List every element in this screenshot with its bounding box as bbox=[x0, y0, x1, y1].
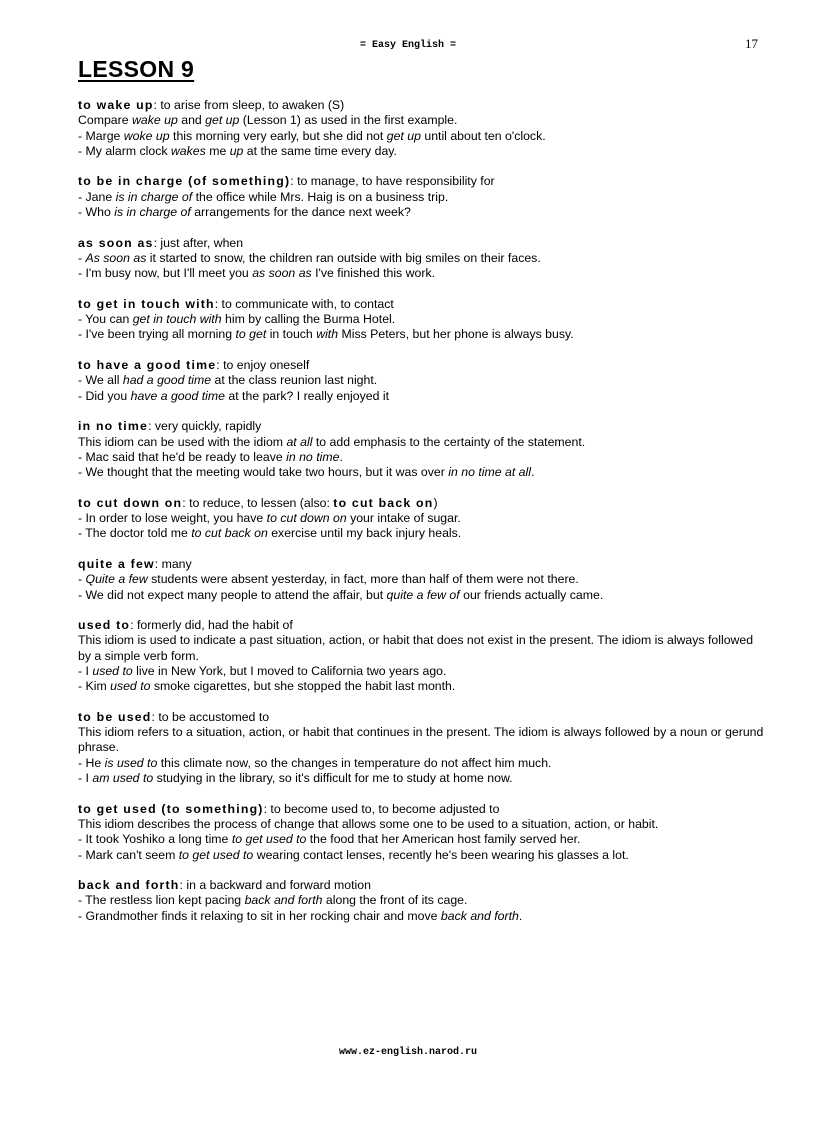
text-segment: - We did not expect many people to attend the affair, but bbox=[78, 587, 387, 602]
idiom-explanation bbox=[78, 725, 768, 756]
text-segment: - Kim bbox=[78, 679, 111, 694]
idiom-highlight: woke up bbox=[123, 128, 170, 143]
idiom-heading bbox=[78, 98, 768, 113]
idiom-highlight: back and forth bbox=[440, 908, 519, 923]
idiom-highlight: have a good time bbox=[130, 388, 225, 403]
idiom-example bbox=[78, 205, 768, 220]
idiom-example bbox=[78, 129, 768, 144]
idiom-highlight: used to bbox=[110, 679, 151, 694]
idiom-heading bbox=[78, 618, 768, 633]
text-segment: - My alarm clock bbox=[78, 143, 171, 158]
idiom-entry bbox=[78, 618, 768, 694]
idiom-highlight: to get used to bbox=[178, 847, 254, 862]
idiom-heading bbox=[78, 557, 768, 572]
text-segment: studying in the library, so it's difficult for me to study at home now. bbox=[153, 771, 513, 786]
idiom-definition: : to manage, to have responsibility for bbox=[290, 174, 495, 189]
idiom-highlight: in no time bbox=[286, 449, 340, 464]
idiom-heading bbox=[78, 496, 768, 511]
text-segment: - I bbox=[78, 663, 93, 678]
text-segment: the food that her American host family served her. bbox=[306, 832, 581, 847]
text-segment: - We thought that the meeting would take two hours, but it was over bbox=[78, 465, 449, 480]
idiom-definition: : to be accustomed to bbox=[151, 709, 270, 724]
text-segment: your intake of sugar. bbox=[346, 511, 461, 526]
idiom-highlight: in no time at all bbox=[448, 465, 531, 480]
text-segment: live in New York, but I moved to California two years ago. bbox=[132, 663, 447, 678]
idiom-term: to get in touch with bbox=[78, 296, 215, 311]
idiom-highlight: with bbox=[316, 327, 339, 342]
footer-url: www.ez-english.narod.ru bbox=[338, 1047, 478, 1058]
text-segment: Miss Peters, but her phone is always busy. bbox=[338, 327, 574, 342]
text-segment: - Grandmother finds it relaxing to sit in her rocking chair and move bbox=[78, 908, 441, 923]
idiom-highlight: back and forth bbox=[244, 893, 323, 908]
text-segment: along the front of its cage. bbox=[322, 893, 468, 908]
idiom-definition: : to enjoy oneself bbox=[216, 358, 310, 373]
text-segment: - Who bbox=[78, 205, 115, 220]
idiom-example bbox=[78, 832, 768, 847]
text-segment: it started to snow, the children ran outside with big smiles on their faces. bbox=[146, 250, 541, 265]
idiom-example bbox=[78, 909, 768, 924]
idiom-example bbox=[78, 893, 768, 908]
text-segment: at the same time every day. bbox=[243, 143, 397, 158]
text-segment: - The restless lion kept pacing bbox=[78, 893, 245, 908]
idiom-highlight: is in charge of bbox=[114, 205, 191, 220]
text-segment: - He bbox=[78, 755, 105, 770]
idiom-heading bbox=[78, 297, 768, 312]
text-segment: him by calling the Burma Hotel. bbox=[221, 312, 396, 327]
idiom-highlight: to cut back on bbox=[191, 526, 268, 541]
running-header: = Easy English = bbox=[359, 40, 456, 51]
idiom-heading bbox=[78, 710, 768, 725]
idiom-example bbox=[78, 465, 768, 480]
idiom-term: as soon as bbox=[78, 235, 154, 250]
text-segment: This idiom describes the process of change that allows some one to be used to a situation, action, or habit. bbox=[78, 816, 659, 831]
idiom-term: used to bbox=[78, 618, 131, 633]
idiom-highlight: get up bbox=[205, 113, 240, 128]
idiom-example bbox=[78, 771, 768, 786]
idiom-list bbox=[78, 98, 768, 939]
idiom-entry bbox=[78, 802, 768, 863]
idiom-highlight: as soon as bbox=[252, 266, 312, 281]
idiom-example bbox=[78, 251, 768, 266]
text-segment: - Marge bbox=[78, 128, 124, 143]
idiom-term: quite a few bbox=[78, 556, 155, 571]
text-segment: to add emphasis to the certainty of the statement. bbox=[312, 434, 586, 449]
idiom-term: to wake up bbox=[78, 98, 154, 112]
text-segment: at the class reunion last night. bbox=[211, 373, 378, 388]
idiom-example bbox=[78, 572, 768, 587]
text-segment: This idiom is used to indicate a past situation, action, or habit that does not exist in the present. The idiom is always followed by a simple verb form. bbox=[78, 633, 754, 663]
idiom-definition: : to reduce, to lessen (also: bbox=[182, 495, 334, 510]
idiom-entry bbox=[78, 358, 768, 404]
text-segment: Compare bbox=[78, 113, 132, 128]
text-segment: - Mark can't seem bbox=[78, 847, 179, 862]
idiom-entry bbox=[78, 557, 768, 603]
idiom-highlight: am used to bbox=[92, 771, 154, 786]
idiom-entry bbox=[78, 496, 768, 542]
text-segment: - Jane bbox=[78, 189, 116, 204]
idiom-heading bbox=[78, 802, 768, 817]
idiom-definition-end: ) bbox=[433, 495, 438, 510]
idiom-example bbox=[78, 450, 768, 465]
text-segment: - Mac said that he'd be ready to leave bbox=[78, 449, 287, 464]
text-segment: - bbox=[78, 572, 86, 587]
text-segment: This idiom can be used with the idiom bbox=[78, 434, 287, 449]
text-segment: . bbox=[530, 465, 535, 480]
text-segment: - I bbox=[78, 771, 93, 786]
text-segment: This idiom refers to a situation, action, or habit that continues in the present. The idiom is always followed by a noun or gerund phrase. bbox=[78, 725, 764, 755]
idiom-definition: : in a backward and forward motion bbox=[179, 878, 371, 893]
idiom-term: to cut down on bbox=[78, 495, 183, 510]
text-segment: at the park? I really enjoyed it bbox=[224, 388, 390, 403]
idiom-highlight: to get bbox=[235, 327, 267, 342]
idiom-example bbox=[78, 664, 768, 679]
idiom-example bbox=[78, 327, 768, 342]
idiom-definition: : very quickly, rapidly bbox=[148, 419, 262, 434]
text-segment: arrangements for the dance next week? bbox=[190, 205, 411, 220]
idiom-explanation bbox=[78, 817, 768, 832]
text-segment: this climate now, so the changes in temperature do not affect him much. bbox=[157, 755, 552, 770]
text-segment: and bbox=[177, 113, 206, 128]
idiom-example bbox=[78, 435, 768, 450]
idiom-entry bbox=[78, 878, 768, 924]
text-segment: - It took Yoshiko a long time bbox=[78, 832, 232, 847]
idiom-definition: : to arise from sleep, to awaken (S) bbox=[153, 98, 345, 112]
text-segment: students were absent yesterday, in fact, more than half of them were not there. bbox=[147, 572, 579, 587]
idiom-heading bbox=[78, 878, 768, 893]
text-segment: the office while Mrs. Haig is on a business trip. bbox=[192, 189, 449, 204]
idiom-entry bbox=[78, 98, 768, 159]
idiom-definition: : many bbox=[154, 556, 192, 571]
text-segment: - In order to lose weight, you have bbox=[78, 511, 267, 526]
idiom-term: to be in charge (of something) bbox=[78, 174, 291, 189]
idiom-entry bbox=[78, 174, 768, 220]
idiom-highlight: up bbox=[229, 143, 244, 158]
idiom-example bbox=[78, 588, 768, 603]
text-segment: . bbox=[339, 449, 343, 464]
idiom-highlight: quite a few of bbox=[386, 587, 460, 602]
idiom-highlight: As soon as bbox=[85, 250, 147, 265]
text-segment: - bbox=[78, 250, 86, 265]
idiom-term: to have a good time bbox=[78, 358, 217, 373]
text-segment: in touch bbox=[266, 327, 317, 342]
idiom-highlight: had a good time bbox=[122, 373, 212, 388]
idiom-highlight: to cut down on bbox=[266, 511, 347, 526]
text-segment: - We all bbox=[78, 373, 123, 388]
text-segment: - Did you bbox=[78, 388, 131, 403]
idiom-highlight: to get used to bbox=[231, 832, 307, 847]
text-segment: - You can bbox=[78, 312, 133, 327]
text-segment: this morning very early, but she did not bbox=[169, 128, 387, 143]
idiom-example bbox=[78, 679, 768, 694]
idiom-highlight: is used to bbox=[104, 755, 158, 770]
idiom-entry bbox=[78, 297, 768, 343]
idiom-example bbox=[78, 848, 768, 863]
idiom-highlight: at all bbox=[286, 434, 313, 449]
text-segment: me bbox=[205, 143, 230, 158]
text-segment: - The doctor told me bbox=[78, 526, 192, 541]
idiom-example bbox=[78, 389, 768, 404]
idiom-highlight: is in charge of bbox=[115, 189, 193, 204]
idiom-highlight: used to bbox=[92, 663, 133, 678]
idiom-highlight: wake up bbox=[132, 113, 178, 128]
idiom-highlight: get up bbox=[386, 128, 421, 143]
idiom-heading bbox=[78, 419, 768, 434]
idiom-example bbox=[78, 756, 768, 771]
text-segment: (Lesson 1) as used in the first example. bbox=[239, 113, 458, 128]
text-segment: . bbox=[518, 908, 523, 923]
text-segment: - I'm busy now, but I'll meet you bbox=[78, 266, 253, 281]
text-segment: until about ten o'clock. bbox=[420, 128, 546, 143]
idiom-highlight: Quite a few bbox=[85, 572, 148, 587]
text-segment: exercise until my back injury heals. bbox=[267, 526, 462, 541]
idiom-heading bbox=[78, 236, 768, 251]
idiom-example bbox=[78, 266, 768, 281]
idiom-example bbox=[78, 113, 768, 128]
text-segment: wearing contact lenses, recently he's been wearing his glasses a lot. bbox=[253, 847, 629, 862]
text-segment: smoke cigarettes, but she stopped the habit last month. bbox=[150, 679, 456, 694]
idiom-entry bbox=[78, 710, 768, 786]
idiom-example bbox=[78, 312, 768, 327]
idiom-term: back and forth bbox=[78, 878, 180, 893]
idiom-heading bbox=[78, 174, 768, 189]
text-segment: I've finished this work. bbox=[311, 266, 436, 281]
idiom-entry bbox=[78, 419, 768, 480]
idiom-highlight: wakes bbox=[170, 143, 206, 158]
idiom-highlight: get in touch with bbox=[132, 312, 222, 327]
idiom-example bbox=[78, 144, 768, 159]
text-segment: - I've been trying all morning bbox=[78, 327, 236, 342]
idiom-term: to be used bbox=[78, 709, 152, 724]
idiom-definition: : to become used to, to become adjusted to bbox=[263, 801, 500, 816]
idiom-example bbox=[78, 190, 768, 205]
idiom-definition: : just after, when bbox=[153, 235, 244, 250]
idiom-example bbox=[78, 373, 768, 388]
lesson-title: LESSON 9 bbox=[78, 56, 195, 82]
idiom-example bbox=[78, 511, 768, 526]
page-number: 17 bbox=[745, 36, 758, 51]
idiom-definition: : to communicate with, to contact bbox=[214, 296, 394, 311]
idiom-term: to get used (to something) bbox=[78, 801, 264, 816]
idiom-definition: : formerly did, had the habit of bbox=[130, 618, 293, 633]
idiom-heading bbox=[78, 358, 768, 373]
idiom-example bbox=[78, 526, 768, 541]
idiom-explanation bbox=[78, 633, 768, 664]
idiom-term: in no time bbox=[78, 419, 149, 434]
idiom-alt-term: to cut back on bbox=[333, 495, 434, 510]
text-segment: our friends actually came. bbox=[459, 587, 604, 602]
idiom-entry bbox=[78, 236, 768, 282]
